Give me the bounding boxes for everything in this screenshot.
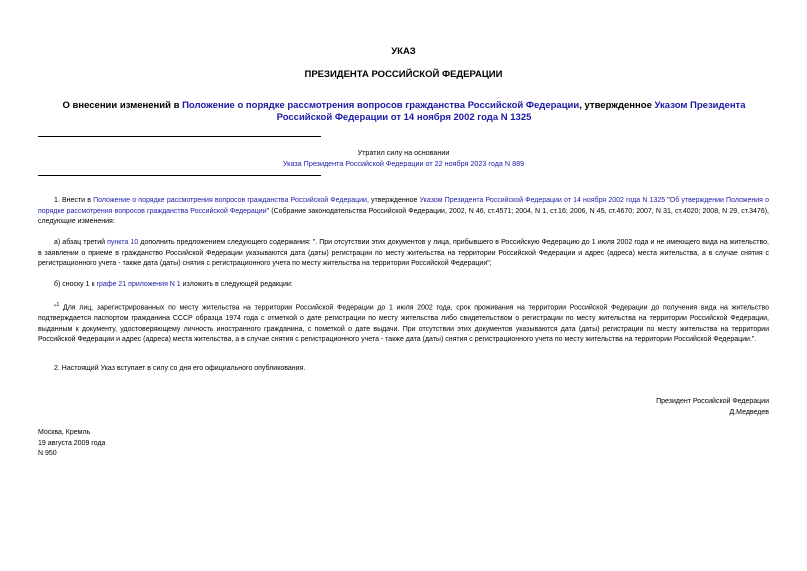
status-link[interactable]: Указа Президента Российской Федерации от 22 ноября 2023 года N 889 xyxy=(282,159,525,168)
pb-text-2: изложить в следующей редакции: xyxy=(180,281,293,288)
p1-text-3: " xyxy=(665,197,670,204)
p1-link-approval[interactable]: Об утверждении Положения о порядке рассмотрения вопросов гражданства Российской Федерации xyxy=(38,197,769,215)
p1-text-4: " (Собрание законодательства Российской Федерации, 2002, N 46, ст.4571; 2004, N 1, ст.16; 2006, N 45, ст.4670; 2007, N 31, ст.4020; 2008, N 29, ст.3476), следующие изменения: xyxy=(38,207,769,226)
title-prefix: О внесении изменений в xyxy=(62,100,183,111)
signature-position: Президент Российской Федерации xyxy=(656,398,769,405)
pa-text-1: а) абзац третий xyxy=(54,239,108,246)
p1-text-2: , утвержденное xyxy=(366,197,420,204)
status-text: Утратил силу на основании xyxy=(357,148,450,157)
paragraph-a xyxy=(38,238,769,270)
paragraph-1 xyxy=(38,196,769,228)
divider-top xyxy=(38,136,321,137)
place-date-block xyxy=(38,428,238,460)
pb-text-1: б) сноску 1 к xyxy=(54,281,97,288)
pa-text-2: дополнить предложением следующего содержания: ". При отсутствии этих документов у лица, прибывшего в Российскую Федерацию до 1 июля 2002 года и не имеющего вида на жительство, в заявлении о приеме в гражданство Российской Федерации указываются дата (даты) регистрации по месту жительства на территории Российской Федерации и адрес (адреса) места жительства, а в случае снятия с регистрационного учета - также дата (даты) снятия с регистрационного учета по месту жительства на территории Российской Федерации"; xyxy=(38,239,769,268)
place-number: N 950 xyxy=(38,450,57,457)
footnote-quote xyxy=(38,300,769,346)
title-link-regulation[interactable]: Положение о порядке рассмотрения вопросов гражданства Российской Федерации xyxy=(182,100,580,111)
p1-link-regulation[interactable]: Положение о порядке рассмотрения вопросов гражданства Российской Федерации xyxy=(93,197,367,204)
pb-link-column21[interactable]: графе 21 приложения N 1 xyxy=(96,281,181,288)
p1-text-1: 1. Внести в xyxy=(54,197,94,204)
title-middle: , утвержденное xyxy=(579,100,655,111)
quote-mark: " xyxy=(54,304,57,312)
quote-footnote-number: 1 xyxy=(56,302,60,308)
place-date: 19 августа 2009 года xyxy=(38,439,106,447)
doc-type-heading: УКАЗ xyxy=(391,46,416,57)
paragraph-2: 2. Настоящий Указ вступает в силу со дня его официального опубликования. xyxy=(54,365,306,372)
signature-name: Д.Медведев xyxy=(729,408,769,416)
quote-text: Для лиц, зарегистрированных по месту жительства на территории Российской Федерации до 1 июля 2002 года, срок проживания на территории Российской Федерации до получения вида на жительство подтверждается паспортом гражданина СССР образца 1974 года с отметкой о дате регистрации по месту жительства либо свидетельством о регистрации по месту жительства на территории Российской Федерации, выданным к документу, удостоверяющему личность иностранного гражданина, с пометкой о дате выдачи. При отсутствии этих документов указываются дата (даты) регистрации по месту жительства на территории Российской Федерации и адрес (адреса) места жительства, а в случае снятия с регистрационного учета - также дата (даты) снятия с регистрационного учета по месту жительства на территории Российской Федерации.". xyxy=(38,304,769,344)
pa-link-point10[interactable]: пункта 10 xyxy=(107,239,139,246)
divider-bottom xyxy=(38,175,321,176)
title-link-decree[interactable]: Указом Президента Российской Федерации от 14 ноября 2002 года N 1325 xyxy=(276,100,746,123)
place-city: Москва, Кремль xyxy=(38,429,91,436)
signature-block xyxy=(529,397,769,418)
issuer-heading: ПРЕЗИДЕНТА РОССИЙСКОЙ ФЕДЕРАЦИИ xyxy=(304,69,503,80)
paragraph-b xyxy=(38,280,769,291)
document-title xyxy=(52,100,756,124)
status-note xyxy=(230,147,577,169)
p1-link-decree[interactable]: Указом Президента Российской Федерации от 14 ноября 2002 года N 1325 xyxy=(419,197,666,204)
